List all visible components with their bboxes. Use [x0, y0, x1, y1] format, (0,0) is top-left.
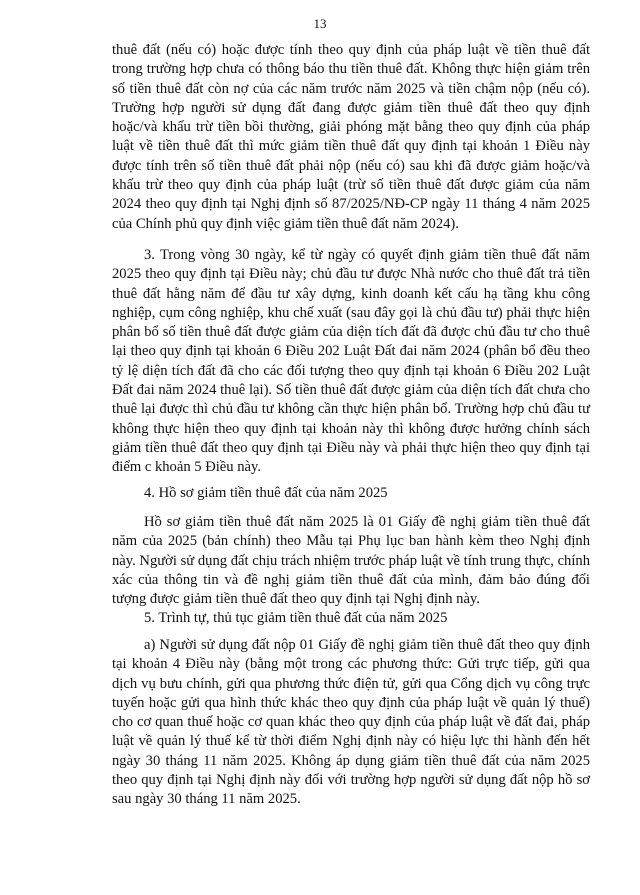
paragraph-clause-5a: a) Người sử dụng đất nộp 01 Giấy đề nghị giảm tiền thuê đất theo quy định tại khoản 4 Điều này (bằng một trong các phương thức: Gửi trực tiếp, gửi qua dịch vụ bưu chính, gửi qua phương thức điện tử, gửi qua Cổng dịch vụ công trực tuyến hoặc gửi qua hình thức khác theo quy định của pháp luật về quản lý thuế) cho cơ quan thuế hoặc cơ quan khác theo quy định của pháp luật về đất đai, pháp luật về quản lý thuế kể từ thời điểm Nghị định này có hiệu lực thi hành đến hết ngày 30 tháng 11 năm 2025. Không áp dụng giảm tiền thuê đất của năm 2025 theo quy định tại Nghị định này đối với trường hợp người sử dụng đất nộp hồ sơ sau ngày 30 tháng 11 năm 2025. — [112, 637, 590, 808]
heading-clause-4 — [112, 484, 590, 503]
paragraph-land-rent-reduction-basis: thuê đất (nếu có) hoặc được tính theo quy định của pháp luật về tiền thuê đất trong trường hợp chưa có thông báo thu tiền thuê đất. Không thực hiện giảm trên số tiền thuê đất còn nợ của các năm trước năm 2025 và tiền chậm nộp (nếu có). Trường hợp người sử dụng đất đang được giảm tiền thuê đất theo quy định hoặc/và khấu trừ tiền bồi thường, giải phóng mặt bằng theo quy định của pháp luật về tiền thuê đất thì mức giảm tiền thuê đất quy định tại khoản 1 Điều này được tính trên số tiền thuê đất phải nộp (nếu có) sau khi đã được giảm hoặc/và khấu trừ theo quy định của pháp luật (trừ số tiền thuê đất được giảm của năm 2024 theo quy định tại Nghị định số 87/2025/NĐ-CP ngày 11 tháng 4 năm 2025 của Chính phủ quy định việc giảm tiền thuê đất năm 2024). — [112, 42, 590, 232]
section-clause-3 — [112, 246, 590, 478]
section-clause-4 — [112, 513, 590, 609]
paragraph-clause-4: Hồ sơ giảm tiền thuê đất năm 2025 là 01 Giấy đề nghị giảm tiền thuê đất năm của 2025 (bản chính) theo Mẫu tại Phụ lục ban hành kèm theo Nghị định này. Người sử dụng đất chịu trách nhiệm trước pháp luật về tính trung thực, chính xác của thông tin và đề nghị giảm tiền thuê đất của mình, đảm bảo đúng đối tượng được giảm tiền thuê đất theo quy định tại Nghị định này. — [112, 514, 590, 608]
heading-clause-5 — [112, 609, 590, 628]
heading-clause-4-text: 4. Hồ sơ giảm tiền thuê đất của năm 2025 — [144, 485, 388, 501]
heading-clause-5-text: 5. Trình tự, thủ tục giảm tiền thuê đất của năm 2025 — [144, 610, 448, 626]
section-clause-5a — [112, 636, 590, 810]
section-paragraph — [112, 41, 590, 234]
page-number: 13 — [313, 16, 327, 31]
paragraph-clause-3: 3. Trong vòng 30 ngày, kể từ ngày có quyết định giảm tiền thuê đất năm 2025 theo quy định tại Điều này; chủ đầu tư được Nhà nước cho thuê đất trả tiền thuê đất hằng năm để đầu tư xây dựng, kinh doanh kết cấu hạ tầng khu công nghiệp, cụm công nghiệp, khu chế xuất (sau đây gọi là chủ đầu tư) phải thực hiện phân bổ số tiền thuê đất được giảm của diện tích đất đã được chủ đầu tư cho thuê lại theo quy định tại khoản 6 Điều 202 Luật Đất đai năm 2024 (phân bổ đều theo tỷ lệ diện tích đất đã cho các đối tượng theo quy định tại khoản 6 Điều 202 Luật Đất đai năm 2024 thuê lại). Số tiền thuê đất được giảm của diện tích đất chưa cho thuê lại được thì chủ đầu tư không cần thực hiện phân bổ. Trường hợp chủ đầu tư không thực hiện theo quy định tại khoản này thì không được hưởng chính sách giảm tiền thuê đất theo quy định tại Điều này và phải thực hiện theo quy định tại điểm c khoản 5 Điều này. — [112, 247, 590, 476]
